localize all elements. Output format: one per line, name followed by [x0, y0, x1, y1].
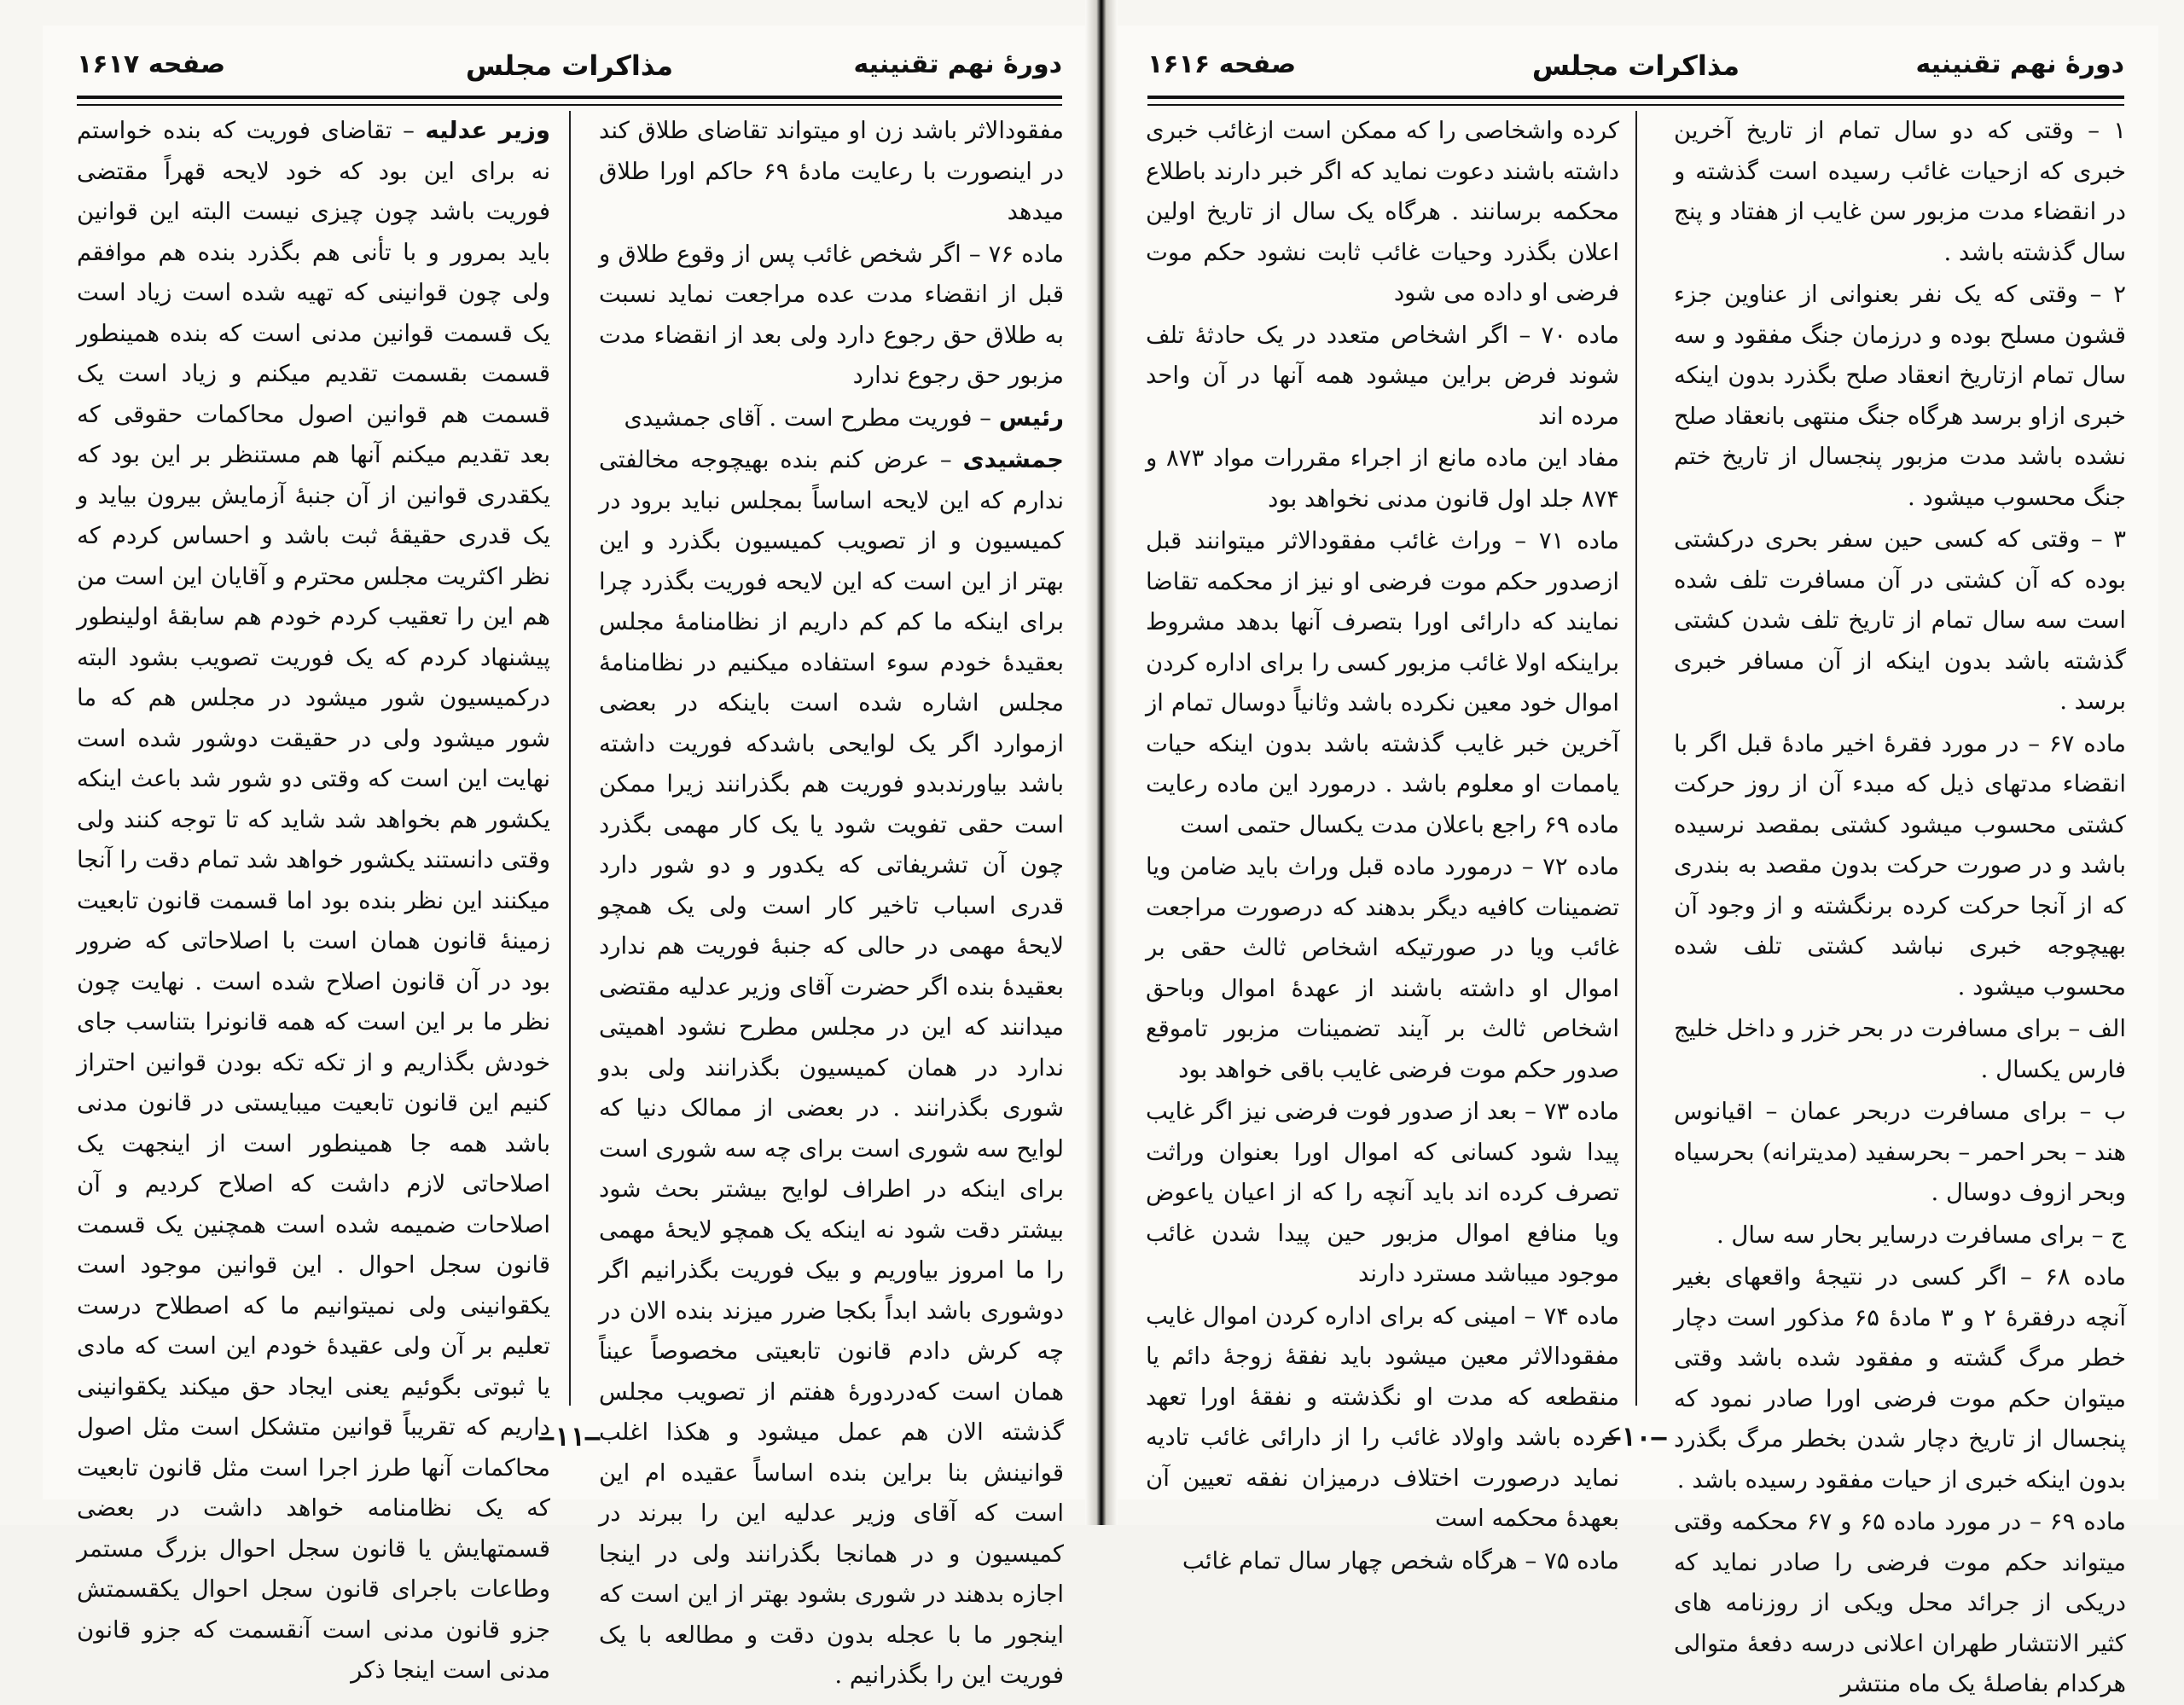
paragraph: ماده ۶۸ – اگر کسی در نتیجهٔ واقعهای بغیر آنچه درفقرهٔ ۲ و ۳ مادهٔ ۶۵ مذکور است دچار خطر مرگ گشته و مفقود شده باشد وقتی میتوان حکم موت فرضی اورا صادر نمود که پنجسال از تاریخ دچار شدن بخطر مرگ بگذرد بدون اینکه خبری از حیات مفقود رسیده باشد . — [1674, 1263, 2127, 1493]
text-column-left — [77, 111, 551, 1684]
text-column-left — [1146, 111, 1619, 1575]
page-label: صفحه ۱۶۱۶ — [1147, 49, 1297, 79]
session-title: دورهٔ نهم تقنینیه — [853, 49, 1062, 79]
page-label: صفحه ۱۶۱۷ — [77, 49, 226, 79]
paragraph: ماده ۷۱ – وراث غائب مفقودالاثر میتوانند قبل ازصدور حکم موت فرضی او نیز از محکمه تقاضا نمایند که دارائی اورا بتصرف آنها بدهد مشروط براینکه اولا غائب مزبور کسی را برای اداره کردن اموال خود معین نکرده باشد وثانیاً دوسال تمام از آخرین خبر غایب گذشته باشد بدون اینکه حیات یاممات او معلوم باشد . درمورد این ماده رعایت ماده ۶۹ راجع باعلان مدت یکسال حتمی است — [1146, 527, 1619, 838]
book-gutter — [1085, 0, 1118, 1525]
column-divider — [569, 111, 571, 1406]
text-column-right — [1674, 111, 2127, 1697]
paragraph: مفاد این ماده مانع از اجراء مقررات مواد ۸۷۳ و ۸۷۴ جلد اول قانون مدنی نخواهد بود — [1146, 444, 1619, 513]
paragraph: ماده ۶۹ – در مورد ماده ۶۵ و ۶۷ محکمه وقتی میتواند حکم موت فرضی را صادر نماید که دریکی از جرائد محل ویکی از روزنامه های کثیر الانتشار طهران اعلانی درسه دفعهٔ متوالی هرکدام بفاصلهٔ یک ماه منتشر — [1674, 1508, 2126, 1697]
paragraph: ماده ۷۴ – امینی که برای اداره کردن اموال غایب مفقودالاثر معین میشود باید نفقهٔ زوجهٔ دائم یا منقطعه که مدت او نگذشته و نفقهٔ اورا تعهد کرده باشد واولاد غائب را از دارائی غائب تادیه نماید درصورت اختلاف درمیزان نفقه تعیین آن بعهدهٔ محکمه است — [1146, 1302, 1619, 1532]
paragraph: ج – برای مسافرت درسایر بحار سه سال . — [1716, 1221, 2126, 1249]
right-page — [1113, 26, 2158, 1697]
paragraph: ب – برای مسافرت دربحر عمان – اقیانوس هند – بحر احمر – بحرسفید (مدیترانه) بحرسیاه وبحر ازوف دوسال . — [1674, 1098, 2126, 1206]
proceedings-title: مذاکرات مجلس — [1531, 49, 1740, 82]
text-column-right — [599, 111, 1064, 1689]
session-title: دورهٔ نهم تقنینیه — [1915, 49, 2124, 79]
paragraph: مفقودالاثر باشد زن او میتواند تقاضای طلاق کند در اینصورت با رعایت مادهٔ ۶۹ حاکم اورا طلاق میدهد — [599, 117, 1064, 225]
header-rule — [1147, 96, 2124, 106]
paragraph: وزیر عدلیه – تقاضای فوریت که بنده خواستم نه برای این بود که خود لایحه قهراً مقتضی فوریت باشد چون چیزی نیست البته این قوانین باید بمرور و با تأنی هم بگذرد بنده هم موافقم ولی چون قوانینی که تهیه شده است زیاد است یک قسمت قوانین مدنی است که بنده همینطور قسمت بقسمت تقدیم میکنم و زیاد است یک قسمت هم قوانین اصول محاکمات حقوقی که بعد تقدیم میکنم آنها هم مستنظر بر این بود که یکقدری قوانین از آن جنبهٔ آزمایش بیرون بیاید و یک قدری حقیقهٔ ثبت باشد و احساس کردم که نظر اکثریت مجلس محترم و آقایان این است من هم این را تعقیب کردم خودم هم سابقهٔ اولینطور پیشنهاد کردم که یک فوریت تصویب بشود البته درکمیسیون شور میشود در مجلس هم که ما شور میشود ولی در حقیقت دوشور شده است نهایت این است که وقتی دو شور شد باعث اینکه یکشور هم بخواهد شد شاید که تا توجه کنند ولی وقتی دانستند یکشور خواهد شد تمام دقت را آنجا میکنند این نظر بنده بود اما قسمت قانون تابعیت زمینهٔ قانون همان است با اصلاحاتی که ضرور بود در آن قانون اصلاح شده است . نهایت چون نظر ما بر این است که همه قانونرا بتناسب جای خودش بگذاریم و از تکه تکه بودن قوانین احتراز کنیم این قانون تابعیت میبایستی در قانون مدنی باشد همه جا همینطور است از اینجهت یک اصلاحاتی لازم داشت که اصلاح کردیم و آن اصلاحات ضمیمه شده است همچنین یک قسمت قانون سجل احوال . این قوانین موجود است یکقوانینی ولی نمیتوانیم ما که اصطلاح درست تعلیم بر آن ولی عقیدهٔ خودم این است که مادی یا ثبوتی بگوئیم یعنی ایجاد حق میکند یکقوانینی داریم که تقریباً قوانین متشکل است مثل اصول محاکمات آنها طرز اجرا است مثل قانون تابعیت که یک نظامنامه خواهد داشت در بعضی قسمتهایش یا قانون سجل احوال بزرگ مستمر وطاعات باجرای قانون سجل احوال یکقسمتش جزو قانون مدنی است آنقسمت که جزو قانون مدنی است اینجا ذکر — [77, 117, 551, 1684]
page-number: –۱۰– — [1605, 1423, 1667, 1453]
paragraph: ۱ – وقتی که دو سال تمام از تاریخ آخرین خبری که ازحیات غائب رسیده است گذشته و در انقضاء مدت مزبور سن غایب از هفتاد و پنج سال گذشته باشد . — [1674, 117, 2126, 266]
left-page-header — [77, 49, 1062, 96]
paragraph: جمشیدی – عرض کنم بنده بهیچوجه مخالفتی ندارم که این لایحه اساساً بمجلس نباید برود در کمیسیون و از تصویب کمیسیون بگذرد و این بهتر از این است که این لایحه فوریت بگذرد چرا برای اینکه ما کم کم داریم از نظامنامهٔ مجلس بعقیدهٔ خودم سوء استفاده میکنیم در نظامنامهٔ مجلس اشاره شده است باینکه در بعضی ازموارد اگر یک لوایحی باشدکه فوریت داشته باشد بیاورندبدو فوریت هم بگذرانند زیرا ممکن است حقی تفویت شود یا یک کار مهمی بگذرد چون آن تشریفاتی که یکدور و دو شور دارد قدری اسباب تاخیر کار است ولی یک همچو لایحهٔ مهمی در حالی که جنبهٔ فوریت هم ندارد بعقیدهٔ بنده اگر حضرت آقای وزیر عدلیه مقتضی میدانند که این در مجلس مطرح نشود اهمیتی ندارد در همان کمیسیون بگذرانند ولی بدو شوری بگذرانند . در بعضی از ممالک دنیا که لوایح سه شوری است برای چه سه شوری است برای اینکه در اطراف لوایح بیشتر بحث شود بیشتر دقت شود نه اینکه یک همچو لایحهٔ مهمی را ما امروز بیاوریم و بیک فوریت بگذرانیم اگر دوشوری باشد ابداً بکجا ضرر میزند بنده الان در چه کرش دادم قانون تابعیتی مخصوصاً عیناً همان است کەدردورهٔ هفتم از تصویب مجلس گذشته الان هم عمل میشود و هکذا اغلب قوانینش بنا براین بنده اساساً عقیده ام این است که آقای وزیر عدلیه این را ببرند در کمیسیون و در همانجا بگذرانند ولی در اینجا اجازه بدهند در شوری بشود بهتر از این است که اینجور ما با عجله بدون دقت و مطالعه با یک فوریت این را بگذرانیم . — [599, 446, 1064, 1689]
paragraph: ماده ۷۳ – بعد از صدور فوت فرضی نیز اگر غایب پیدا شود کسانی که اموال اورا بعنوان وراثت تصرف کرده اند باید آنچه را که از اعیان یاعوض ویا منافع اموال مزبور حین پیدا شدن غائب موجود میباشد مسترد دارند — [1146, 1098, 1619, 1287]
paragraph: ۳ – وقتی که کسی حین سفر بحری درکشتی بوده که آن کشتی در آن مسافرت تلف شده است سه سال تمام از تاریخ تلف شدن کشتی گذشته باشد بدون اینکه از آن مسافر خبری برسد . — [1674, 525, 2126, 715]
column-divider — [1635, 111, 1637, 1406]
paragraph: رئیس – فوریت مطرح است . آقای جمشیدی — [624, 403, 1064, 432]
right-page-header — [1147, 49, 2124, 96]
paragraph: الف – برای مسافرت در بحر خزر و داخل خلیج فارس یکسال . — [1674, 1015, 2126, 1083]
speaker-name: جمشیدی — [962, 446, 1064, 473]
paragraph: ماده ۷۶ – اگر شخص غائب پس از وقوع طلاق و قبل از انقضاء مدت عده مراجعت نماید نسبت به طلاق حق رجوع دارد ولی بعد از انقضاء مدت مزبور حق رجوع ندارد — [599, 240, 1064, 389]
paragraph: ماده ۶۷ – در مورد فقرهٔ اخیر مادهٔ قبل اگر با انقضاء مدتهای ذیل که مبدء آن از روز حرکت کشتی محسوب میشود کشتی بمقصد نرسیده باشد و در صورت حرکت بدون مقصد به بندری که از آنجا حرکت کرده برنگشته و از وجود آن بهیچوجه خبری نباشد کشتی تلف شده محسوب میشود . — [1674, 729, 2126, 1000]
paragraph: ماده ۷۰ – اگر اشخاص متعدد در یک حادثهٔ تلف شوند فرض براین میشود همه آنها در آن واحد مرده اند — [1146, 321, 1619, 430]
paragraph: ۲ – وقتی که یک نفر بعنوانی از عناوین جزء قشون مسلح بوده و درزمان جنگ مفقود و سه سال تمام ازتاریخ انعقاد صلح بگذرد بدون اینکه خبری ازاو برسد هرگاه جنگ منتهی بانعقاد صلح نشده باشد مدت مزبور پنجسال از تاریخ ختم جنگ محسوب میشود . — [1674, 281, 2126, 511]
proceedings-title: مذاکرات مجلس — [465, 49, 674, 82]
header-rule — [77, 96, 1062, 106]
paragraph: کرده واشخاصی را که ممکن است ازغائب خبری داشته باشند دعوت نماید که اگر خبر دارند باطلاع محکمه برسانند . هرگاه یک سال از تاریخ اولین اعلان بگذرد وحیات غائب ثابت نشود حکم موت فرضی او داده می شود — [1146, 117, 1619, 306]
speaker-name: رئیس — [998, 403, 1064, 432]
speaker-name: وزیر عدلیه — [425, 117, 550, 144]
page-number: –۱۱– — [538, 1423, 601, 1453]
left-page — [43, 26, 1096, 1689]
paragraph: ماده ۷۲ – درمورد ماده قبل وراث باید ضامن ویا تضمینات کافیه دیگر بدهند که درصورت مراجعت غائب ویا در صورتیکه اشخاص ثالث حقی بر اموال او داشته باشند از عهدهٔ اموال وباحق اشخاص ثالث بر آیند تضمینات مزبور تاموقع صدور حکم موت فرضی غایب باقی خواهد بود — [1146, 853, 1619, 1083]
paragraph: ماده ۷۵ – هرگاه شخص چهار سال تمام غائب — [1182, 1546, 1619, 1575]
